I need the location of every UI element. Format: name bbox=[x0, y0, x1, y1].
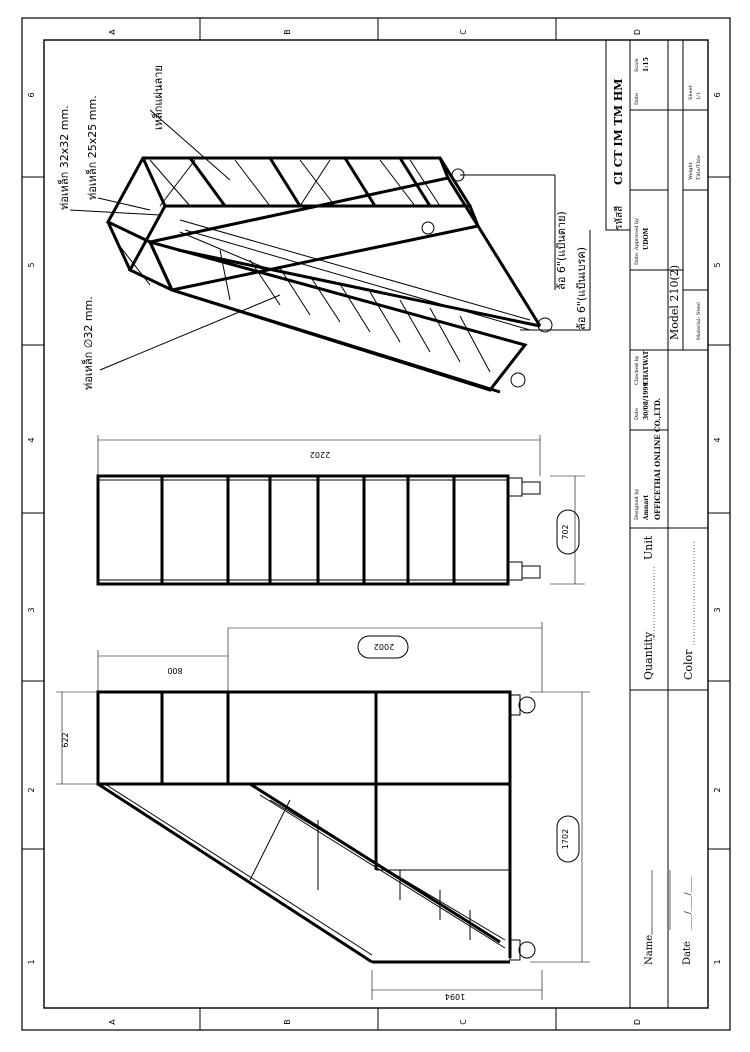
zone-number: 1 bbox=[713, 959, 722, 965]
zone-number: 1 bbox=[27, 959, 36, 965]
zone-number: 4 bbox=[27, 437, 36, 443]
color-code-values: CI CT IM TM HM bbox=[612, 78, 625, 185]
isometric-view bbox=[57, 65, 590, 392]
date-field: ____/____/____ bbox=[683, 876, 692, 930]
zone-letter: D bbox=[633, 1018, 642, 1026]
name-label: Name bbox=[644, 934, 655, 965]
checked-by-label: Checked by bbox=[634, 355, 640, 385]
side-view bbox=[56, 622, 590, 1001]
sheet-label: Sheet bbox=[688, 85, 694, 100]
zone-number: 5 bbox=[713, 262, 722, 268]
title-block bbox=[606, 40, 708, 1008]
zone-letter: B bbox=[283, 29, 292, 35]
company-name: OFFICETHAI ONLINE CO.,LTD. bbox=[653, 398, 662, 520]
weight-label: Weight bbox=[688, 162, 694, 180]
callout-checker-plate: เหล็กแผ่นลาย bbox=[152, 65, 165, 130]
date-label: Date bbox=[682, 941, 693, 965]
designed-by-label: Designed by bbox=[634, 488, 640, 520]
unit-label: Unit bbox=[642, 535, 655, 560]
zone-number: 3 bbox=[27, 607, 36, 613]
scale-label: Scale bbox=[634, 58, 640, 72]
callout-pipe-25: ท่อเหล็ก 25x25 mm. bbox=[86, 95, 99, 200]
zone-number: 2 bbox=[27, 787, 36, 793]
designed-by-value: Amnart bbox=[643, 494, 650, 520]
callout-pipe-32: ท่อเหล็ก 32x32 mm. bbox=[58, 105, 71, 210]
title-label: Title/Title bbox=[696, 155, 702, 180]
zone-letter: B bbox=[283, 1019, 292, 1025]
zone-letter: C bbox=[459, 29, 468, 35]
dimension-label: 2002 bbox=[373, 642, 395, 651]
callout-round-pipe: ท่อเหล็ก ∅32 mm. bbox=[82, 296, 95, 390]
date-value: 30/08/1999 bbox=[643, 382, 650, 420]
wheel-icon bbox=[510, 695, 535, 960]
zone-letter: A bbox=[108, 1019, 117, 1025]
dimension-label: 1702 bbox=[561, 828, 570, 850]
wheel-icon bbox=[422, 169, 552, 387]
quantity-label: Quantity bbox=[642, 631, 655, 680]
callout-wheel-brake: ล้อ 6"(แป้นเบรค) bbox=[575, 246, 588, 330]
wheel-icon bbox=[508, 478, 540, 580]
zone-letter: A bbox=[108, 29, 117, 35]
date-label: Date bbox=[634, 408, 640, 420]
zone-number: 4 bbox=[713, 437, 722, 443]
top-view bbox=[98, 435, 585, 584]
dimension-label: 2202 bbox=[309, 450, 331, 459]
dimension-label: 622 bbox=[61, 732, 70, 748]
approved-by-label: Approved by bbox=[634, 217, 640, 250]
dimension-label: 1094 bbox=[444, 992, 466, 1001]
zone-number: 5 bbox=[27, 262, 36, 268]
scale-value: 1:15 bbox=[643, 57, 650, 72]
zone-letter: C bbox=[459, 1019, 468, 1025]
zone-number: 2 bbox=[713, 787, 722, 793]
date-label: Date bbox=[634, 93, 640, 105]
dimension-label: 702 bbox=[561, 524, 570, 540]
dimension-label: 800 bbox=[167, 666, 183, 675]
zone-number: 3 bbox=[713, 607, 722, 613]
approved-by-value: UDOM bbox=[643, 227, 650, 250]
zone-number: 6 bbox=[27, 92, 36, 98]
date-label: Date bbox=[634, 253, 640, 265]
checked-by-value: CHATWAT bbox=[643, 350, 650, 385]
zone-letter: D bbox=[633, 28, 642, 36]
callout-wheel-fixed: ล้อ 6"(แป้นตาย) bbox=[555, 211, 568, 290]
material-value: Material: Steel bbox=[696, 302, 702, 340]
color-label: Color bbox=[682, 649, 695, 680]
model-name: Model 210(2) bbox=[668, 264, 681, 340]
sheet-value: 1/1 bbox=[696, 91, 702, 100]
color-code-label: รหัสสี bbox=[614, 205, 625, 230]
zone-number: 6 bbox=[713, 92, 722, 98]
